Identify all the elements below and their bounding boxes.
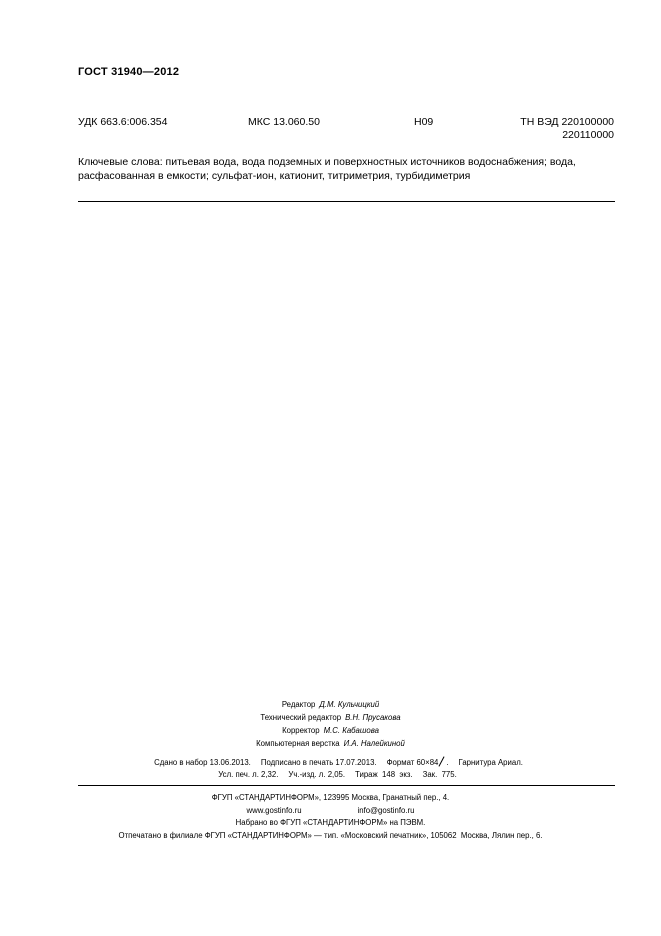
contact-line [0, 805, 661, 818]
credit-layout [0, 737, 661, 750]
publisher-address: ФГУП «СТАНДАРТИНФОРМ», 123995 Москва, Гранатный пер., 4. [211, 793, 450, 802]
credit-role: Редактор [281, 700, 316, 709]
format-prefix: Формат 60×84 [386, 758, 439, 767]
publishing-line-2 [0, 769, 661, 781]
tnved-code-2: 220110000 [562, 129, 614, 141]
credit-editor [0, 698, 661, 711]
credit-name: В.Н. Прусакова [345, 713, 401, 722]
tnved-code-1: ТН ВЭД 220100000 [520, 116, 614, 128]
group-code: Н09 [414, 116, 434, 128]
udk-code: УДК 663.6:006.354 [78, 116, 168, 128]
publishing-info [0, 757, 661, 781]
submitted-date: Сдано в набор 13.06.2013. [154, 758, 251, 767]
printed-note: Отпечатано в филиале ФГУП «СТАНДАРТИНФОРМ» — тип. «Московский печатник», 105062 Москва, Лялин пер., 6. [118, 830, 543, 840]
format-fraction-glyph [438, 757, 449, 767]
credit-role: Корректор [282, 726, 320, 735]
credits-block [0, 698, 661, 750]
print-sheets: Усл. печ. л. 2,32. [218, 770, 279, 779]
signed-date: Подписано в печать 17.07.2013. [260, 758, 377, 767]
publishing-line-1 [0, 757, 661, 769]
top-divider [78, 201, 615, 202]
order-number: Зак. 775. [422, 770, 457, 779]
credit-role: Технический редактор [260, 713, 342, 722]
email-link[interactable]: info@gostinfo.ru [357, 805, 415, 815]
typeset-note: Набрано во ФГУП «СТАНДАРТИНФОРМ» на ПЭВМ. [235, 818, 426, 827]
credit-proofreader [0, 724, 661, 737]
credit-name: М.С. Кабашова [323, 726, 379, 735]
mks-code: МКС 13.060.50 [248, 116, 320, 128]
gost-title: ГОСТ 31940—2012 [78, 66, 180, 78]
keywords-text: Ключевые слова: питьевая вода, вода подземных и поверхностных источников водоснабжения; вода, расфасованная в емкости; сульфат-ион, катионит, титриметрия, турбидиметрия [78, 156, 576, 182]
website-link[interactable]: www.gostinfo.ru [246, 805, 302, 815]
credit-name: И.А. Налейкиной [343, 739, 405, 748]
tnved-codes [520, 116, 614, 142]
credit-role: Компьютерная верстка [256, 739, 340, 748]
format-label [387, 757, 449, 769]
credit-name: Д.М. Кульчицкий [319, 700, 380, 709]
bottom-divider [78, 785, 615, 786]
typeface: Гарнитура Ариал. [458, 758, 523, 767]
imprint-footer [0, 792, 661, 842]
credit-tech-editor [0, 711, 661, 724]
format-suffix: . [446, 758, 449, 767]
publisher-sheets: Уч.-изд. л. 2,05. [288, 770, 346, 779]
circulation: Тираж 148 экз. [355, 770, 413, 779]
